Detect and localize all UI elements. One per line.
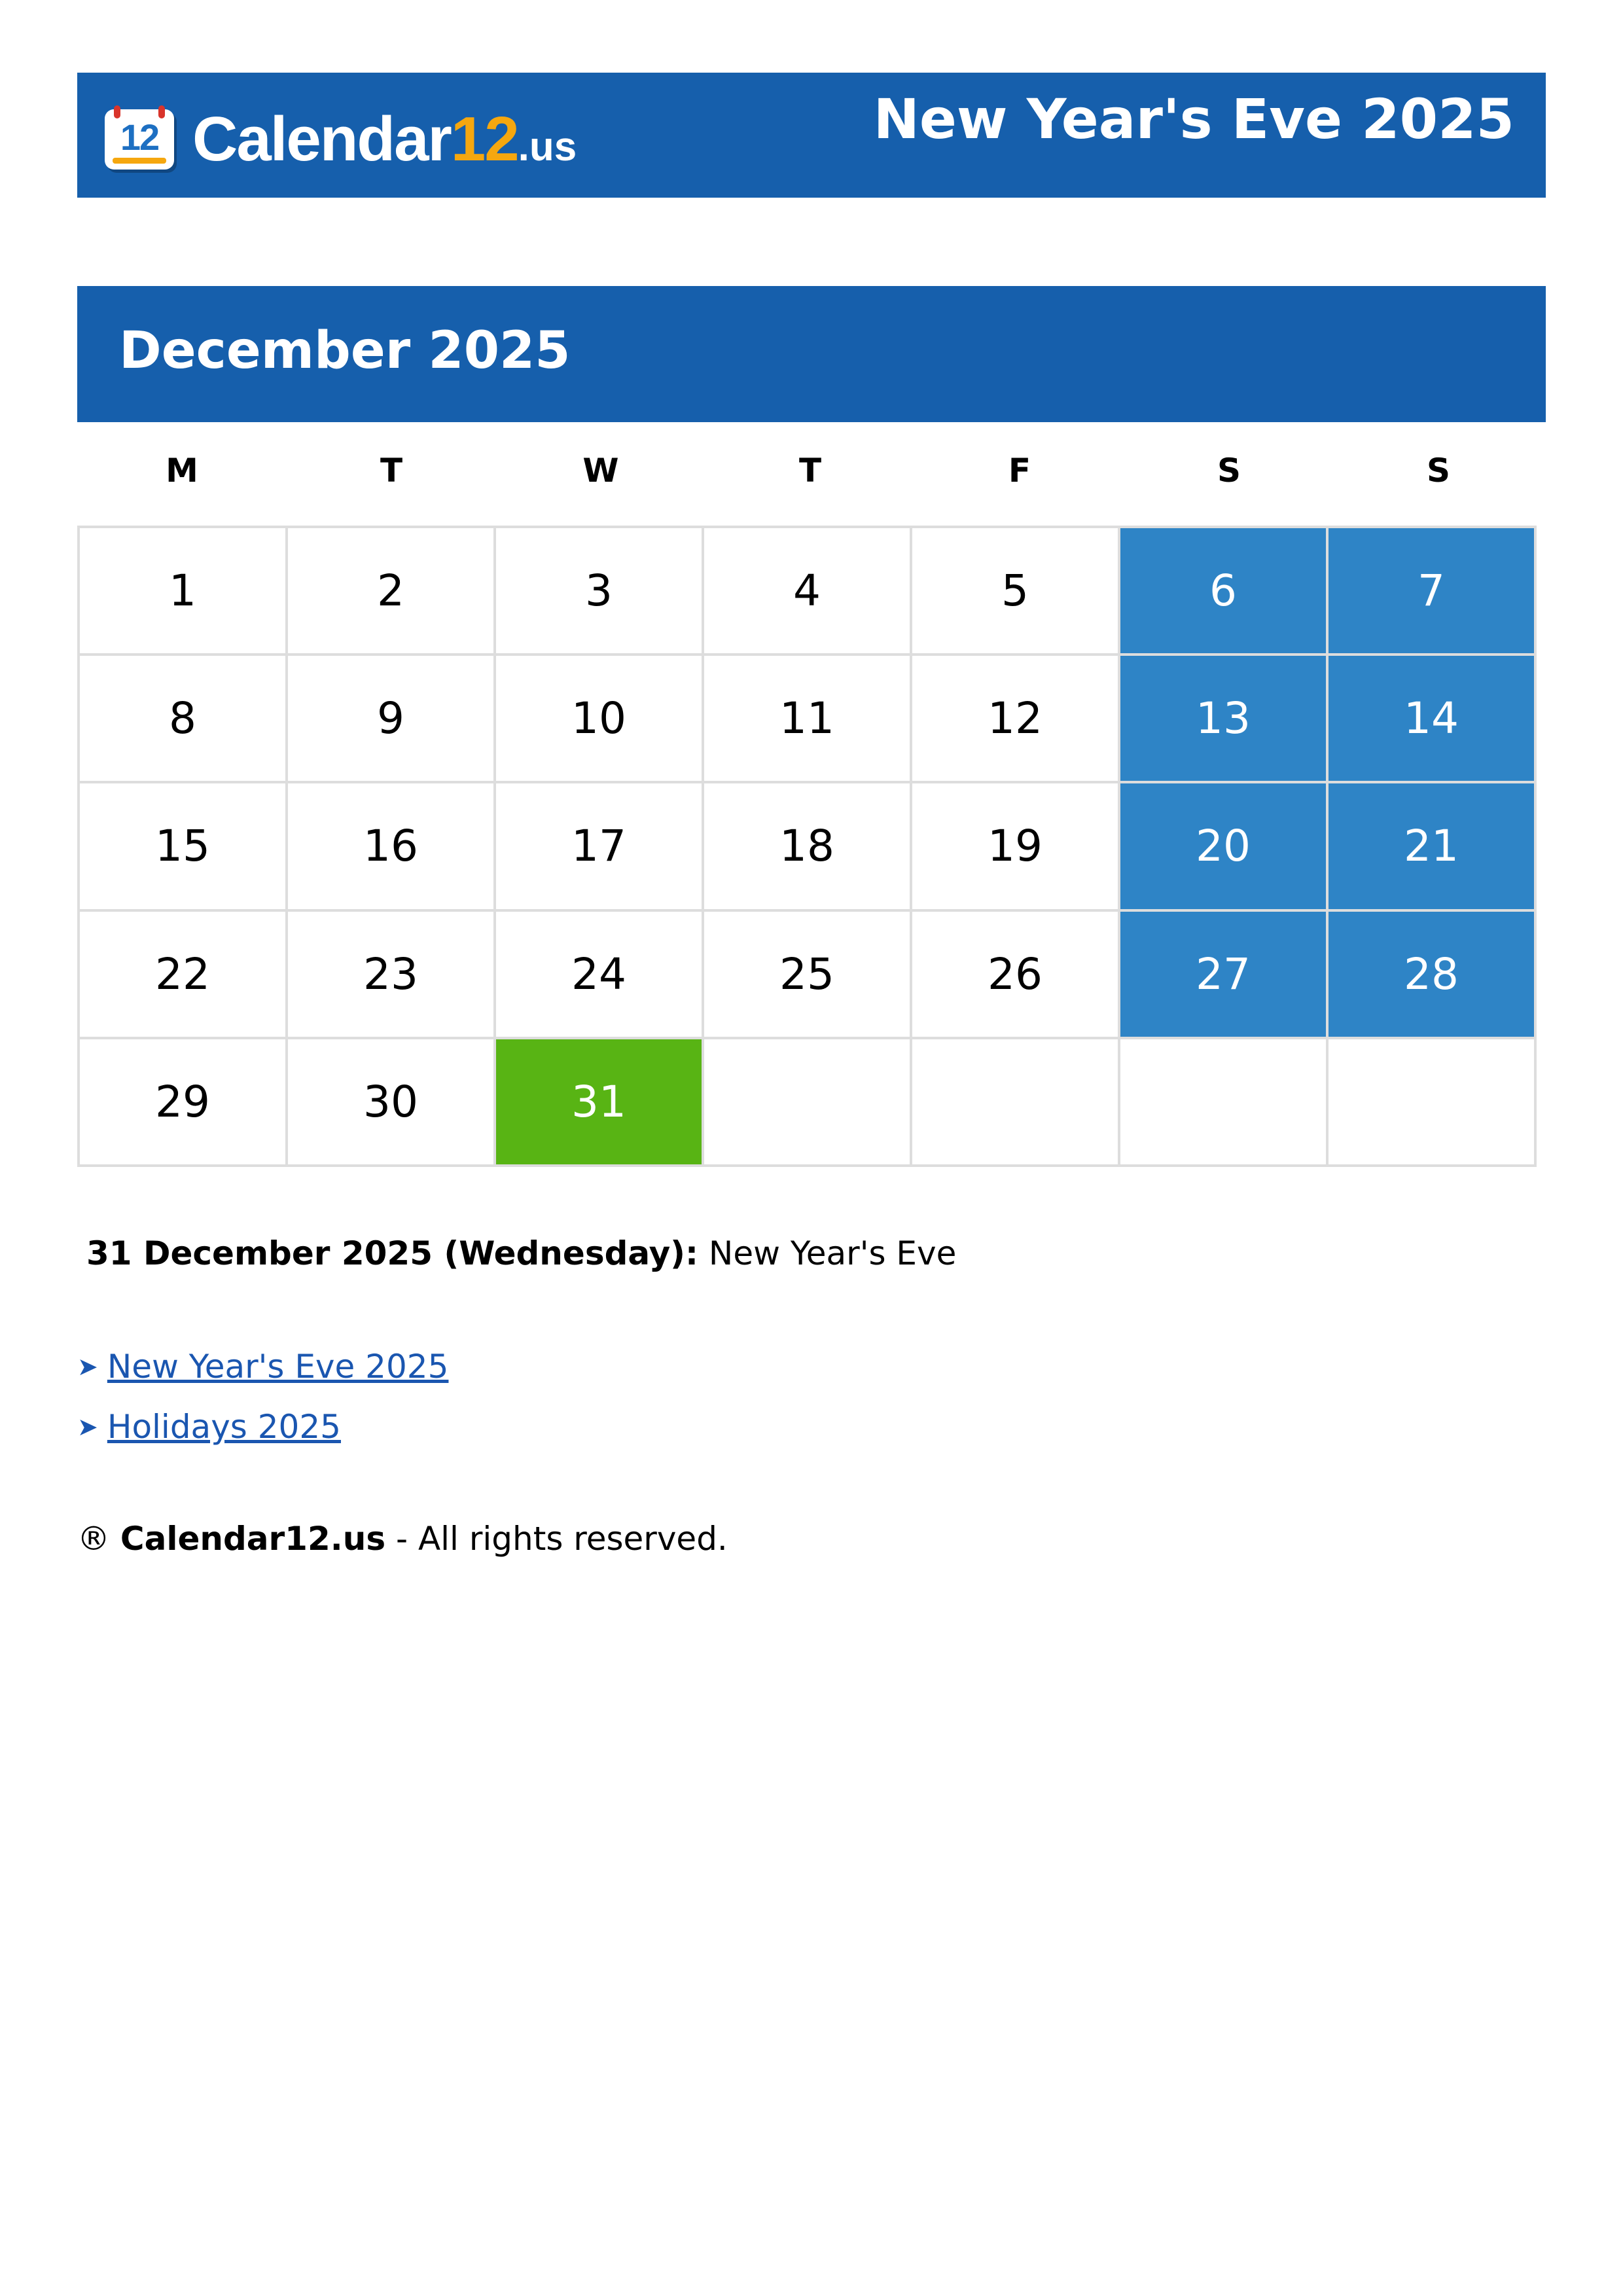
related-links [77, 1336, 448, 1457]
empty-day-cell [1120, 1039, 1329, 1167]
day-cell[interactable]: 10 [496, 656, 704, 783]
link-new-years-eve-2025[interactable]: New Year's Eve 2025 [107, 1348, 449, 1386]
day-cell[interactable]: 22 [80, 912, 288, 1039]
footer [77, 1520, 728, 1558]
holiday-date-label: 31 December 2025 (Wednesday): [86, 1234, 699, 1272]
weekend-day-cell[interactable]: 20 [1120, 783, 1329, 911]
arrow-right-icon: ➤ [77, 1412, 98, 1441]
link-holidays-2025[interactable]: Holidays 2025 [107, 1408, 341, 1446]
weekend-day-cell[interactable]: 14 [1329, 656, 1537, 783]
logo-name-tld: .us [518, 124, 577, 170]
day-cell[interactable]: 16 [288, 783, 496, 911]
weekday-label: M [166, 452, 198, 490]
holiday-note [86, 1234, 956, 1272]
logo-wordmark [192, 103, 577, 175]
empty-day-cell [704, 1039, 912, 1167]
weekend-day-cell[interactable]: 28 [1329, 912, 1537, 1039]
footer-rights: - All rights reserved. [396, 1520, 728, 1558]
day-cell[interactable]: 15 [80, 783, 288, 911]
logo-name-main: Calendar [192, 104, 451, 174]
calendar-icon-underline [113, 158, 166, 164]
day-cell[interactable]: 9 [288, 656, 496, 783]
weekday-header-row [77, 452, 1546, 497]
arrow-right-icon: ➤ [77, 1352, 98, 1381]
month-header [77, 286, 1546, 422]
footer-brand: Calendar12.us [120, 1520, 386, 1558]
month-title: December 2025 [119, 321, 571, 380]
day-cell[interactable]: 5 [912, 528, 1120, 656]
day-cell[interactable]: 30 [288, 1039, 496, 1167]
day-cell[interactable]: 24 [496, 912, 704, 1039]
day-cell[interactable]: 19 [912, 783, 1120, 911]
day-cell[interactable]: 1 [80, 528, 288, 656]
day-cell[interactable]: 26 [912, 912, 1120, 1039]
weekend-day-cell[interactable]: 7 [1329, 528, 1537, 656]
day-cell[interactable]: 25 [704, 912, 912, 1039]
day-cell[interactable]: 12 [912, 656, 1120, 783]
weekday-label: T [380, 452, 403, 490]
day-cell[interactable]: 2 [288, 528, 496, 656]
link-item [77, 1336, 448, 1397]
calendar-grid [77, 526, 1537, 1167]
site-logo[interactable] [105, 104, 577, 174]
weekend-day-cell[interactable]: 6 [1120, 528, 1329, 656]
header-bar [77, 73, 1546, 198]
weekday-label: F [1008, 452, 1031, 490]
weekday-label: W [582, 452, 619, 490]
calendar-icon-number: 12 [120, 117, 159, 158]
day-cell[interactable]: 8 [80, 656, 288, 783]
day-cell[interactable]: 23 [288, 912, 496, 1039]
day-cell[interactable]: 11 [704, 656, 912, 783]
calendar-icon [105, 109, 174, 170]
logo-name-accent: 12 [450, 104, 518, 174]
weekday-label: T [798, 452, 822, 490]
weekend-day-cell[interactable]: 27 [1120, 912, 1329, 1039]
day-cell[interactable]: 17 [496, 783, 704, 911]
weekday-label: S [1217, 452, 1241, 490]
day-cell[interactable]: 18 [704, 783, 912, 911]
link-item [77, 1397, 448, 1457]
day-cell[interactable]: 29 [80, 1039, 288, 1167]
weekend-day-cell[interactable]: 21 [1329, 783, 1537, 911]
empty-day-cell [1329, 1039, 1537, 1167]
day-cell[interactable]: 4 [704, 528, 912, 656]
day-cell[interactable]: 3 [496, 528, 704, 656]
weekday-label: S [1426, 452, 1450, 490]
registered-symbol: ® [77, 1520, 110, 1558]
page-title: New Year's Eve 2025 [873, 87, 1514, 151]
weekend-day-cell[interactable]: 13 [1120, 656, 1329, 783]
holiday-name: New Year's Eve [708, 1234, 957, 1272]
holiday-day-cell[interactable]: 31 [496, 1039, 704, 1167]
empty-day-cell [912, 1039, 1120, 1167]
